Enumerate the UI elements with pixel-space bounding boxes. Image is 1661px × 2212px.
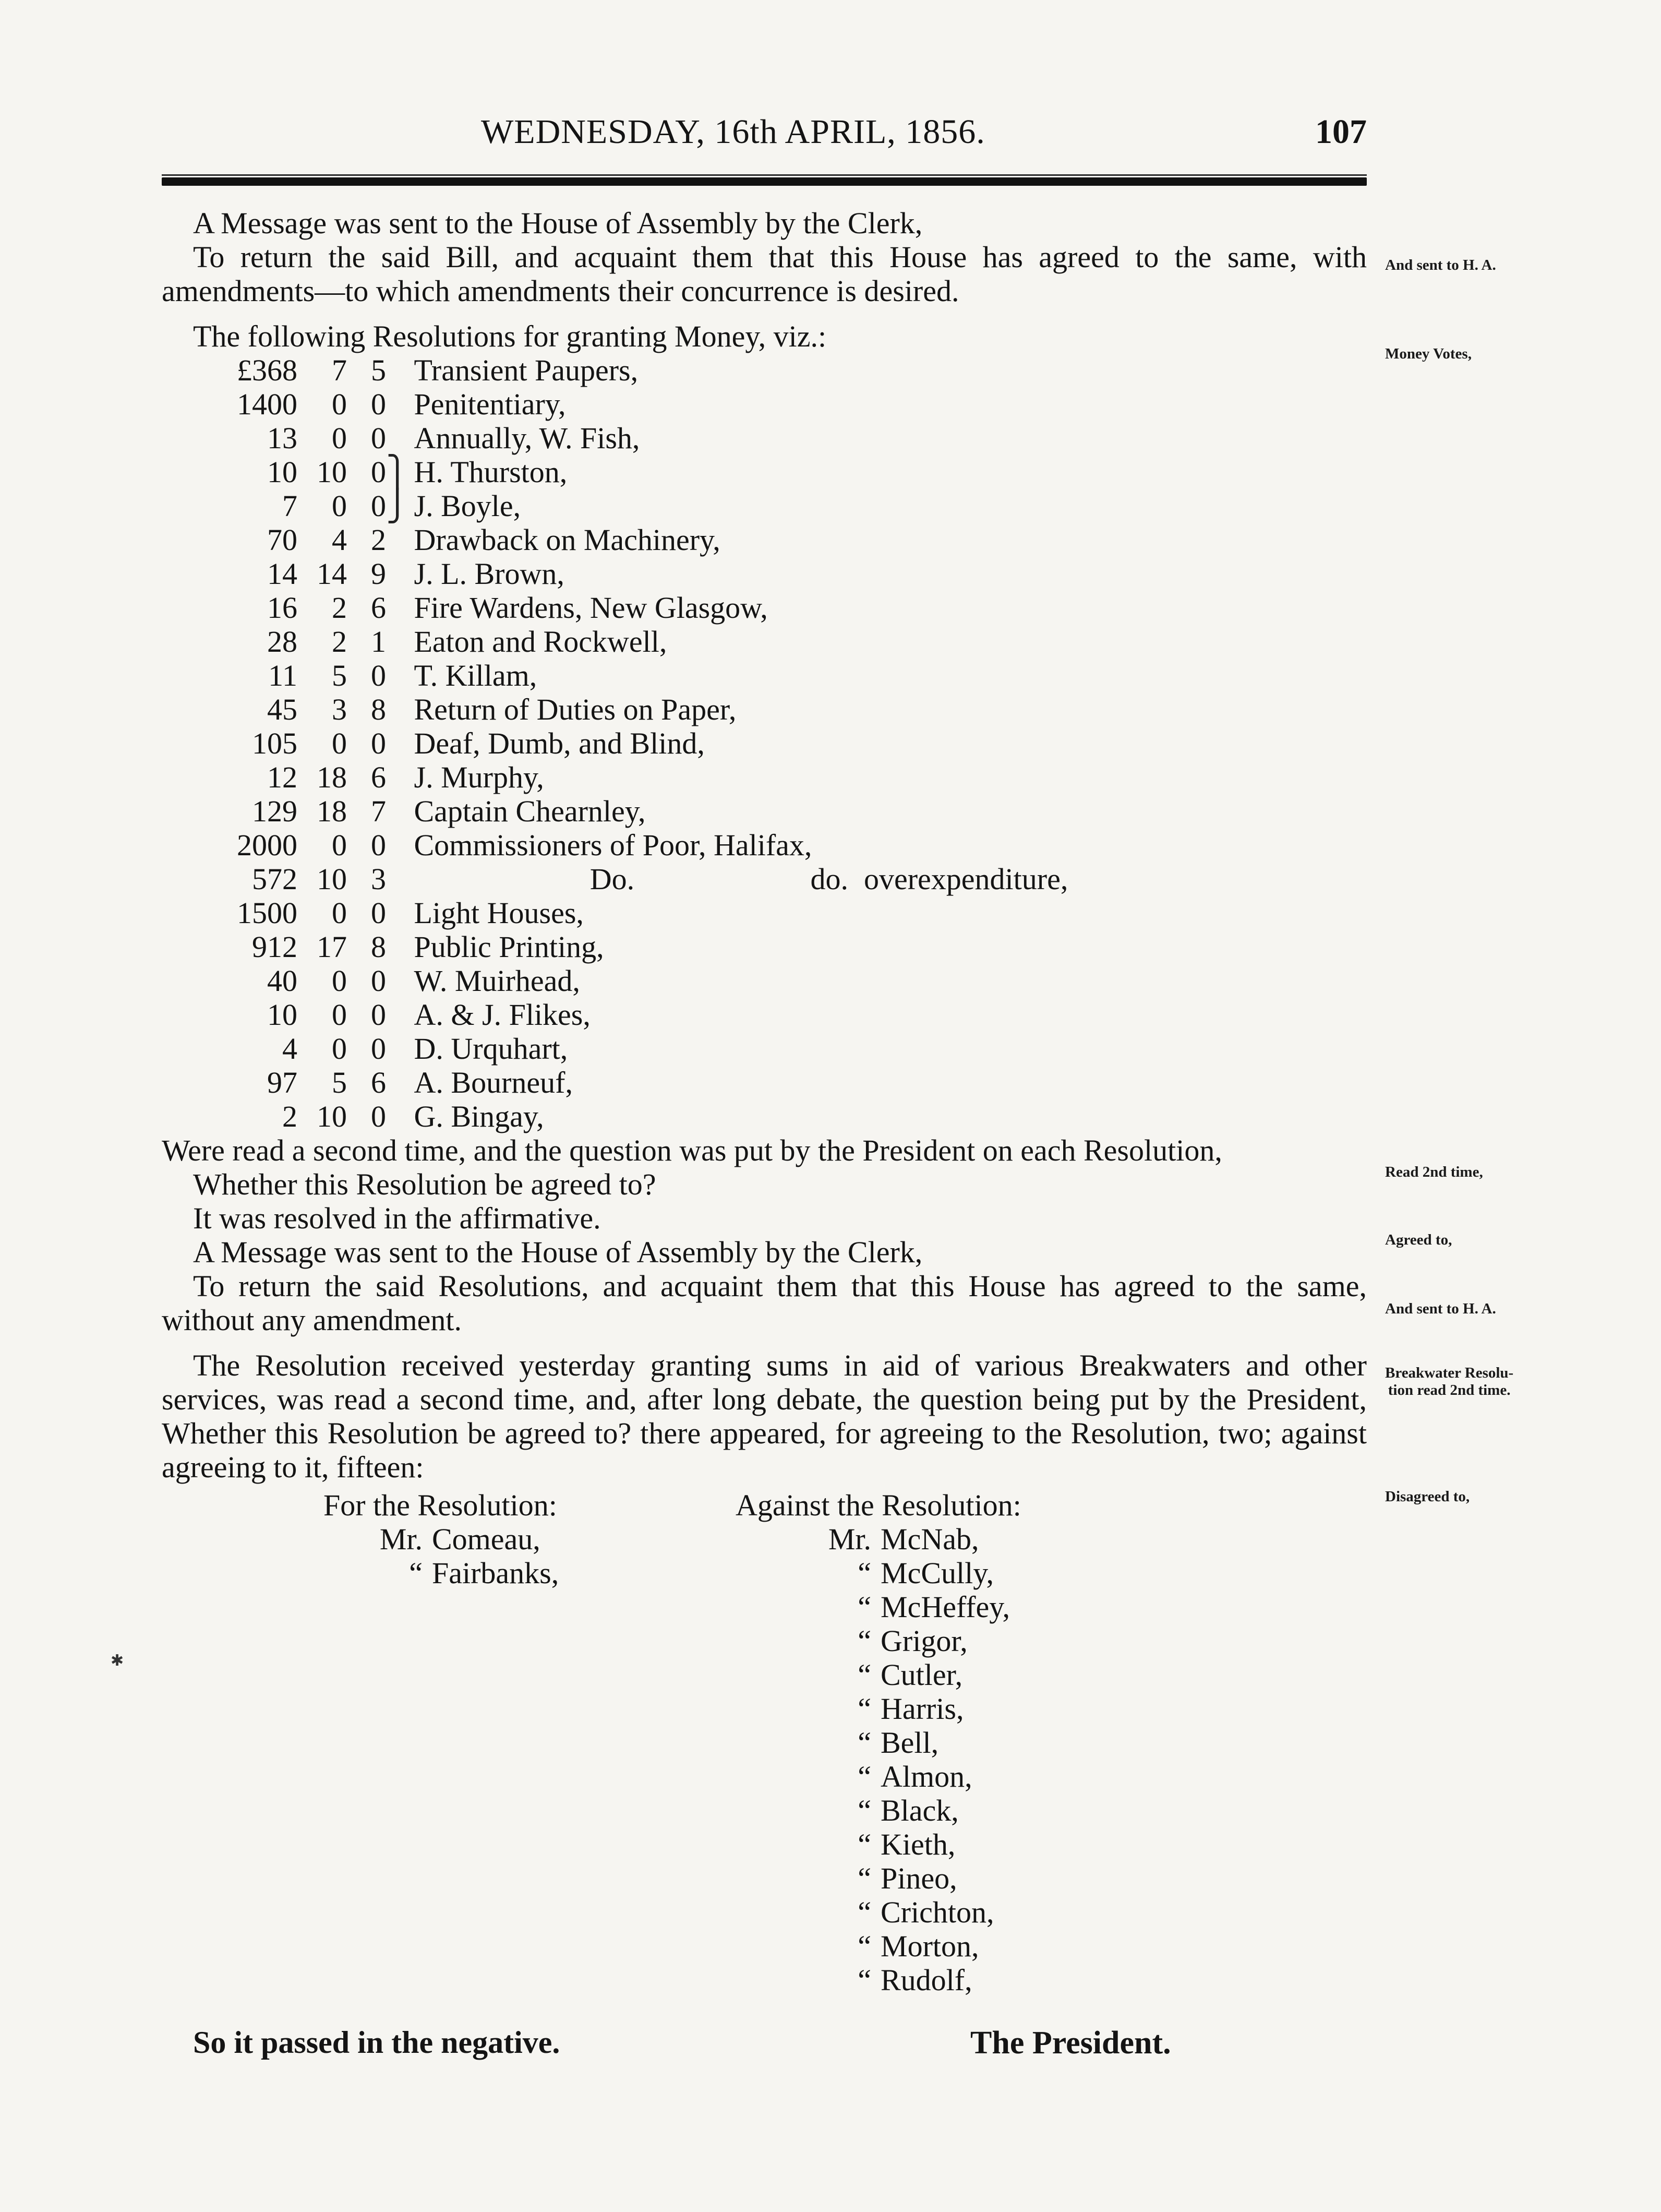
vote-member-prefix: “ bbox=[858, 1895, 871, 1929]
money-vote-description: G. Bingay, bbox=[414, 1099, 544, 1133]
vote-member-name: Comeau, bbox=[432, 1522, 540, 1556]
money-vote-shillings: 0 bbox=[332, 964, 347, 998]
money-vote-description bbox=[409, 862, 1068, 896]
margin-note-money-votes: Money Votes, bbox=[1385, 345, 1472, 362]
vote-member bbox=[360, 1556, 736, 1590]
money-vote-shillings: 18 bbox=[317, 794, 347, 828]
money-vote-row bbox=[203, 760, 1068, 794]
money-vote-pence: 8 bbox=[371, 692, 386, 726]
money-vote-pounds: 572 bbox=[252, 862, 297, 896]
paragraph-conclusion: So it passed in the negative. bbox=[193, 2025, 560, 2060]
money-vote-brace bbox=[386, 557, 409, 591]
vote-member-prefix: “ bbox=[858, 1590, 871, 1624]
margin-note-read-2nd: Read 2nd time, bbox=[1385, 1164, 1483, 1180]
money-vote-row bbox=[203, 523, 1068, 557]
money-vote-shillings: 5 bbox=[332, 659, 347, 692]
margin-note-breakwater-line-1: Breakwater Resolu- bbox=[1385, 1365, 1514, 1381]
margin-note-disagreed: Disagreed to, bbox=[1385, 1488, 1470, 1505]
money-vote-description: Deaf, Dumb, and Blind, bbox=[414, 726, 705, 760]
vote-member-name: Harris, bbox=[881, 1692, 964, 1726]
vote-member-prefix: “ bbox=[858, 1861, 871, 1895]
votes-against-list bbox=[809, 1522, 1021, 1997]
money-vote-brace bbox=[386, 692, 409, 726]
money-vote-row bbox=[203, 862, 1068, 896]
page-number: 107 bbox=[1315, 113, 1367, 151]
money-vote-pence: 0 bbox=[371, 964, 386, 998]
vote-member-prefix: “ bbox=[858, 1963, 871, 1997]
money-vote-row bbox=[203, 1032, 1068, 1066]
paragraph-return-resolutions: To return the said Resolutions, and acquaint them that this House has agreed to the same, without any amendment. bbox=[162, 1269, 1367, 1337]
vote-member bbox=[809, 1963, 1021, 1997]
money-vote-pounds: £368 bbox=[237, 353, 297, 387]
money-vote-shillings: 7 bbox=[332, 353, 347, 387]
money-vote-brace bbox=[386, 1099, 409, 1133]
vote-member bbox=[809, 1726, 1021, 1760]
paragraph-message-1: A Message was sent to the House of Assembly by the Clerk, bbox=[193, 206, 923, 240]
vote-member-name: Cutler, bbox=[881, 1658, 963, 1692]
money-vote-brace bbox=[386, 794, 409, 828]
paragraph-read-second: Were read a second time, and the question was put by the President on each Resolution, bbox=[162, 1133, 1222, 1167]
money-vote-brace bbox=[386, 591, 409, 625]
vote-member bbox=[809, 1827, 1021, 1861]
vote-member-prefix: “ bbox=[858, 1658, 871, 1692]
margin-note-sent-1: And sent to H. A. bbox=[1385, 257, 1496, 273]
paragraph-resolutions-intro: The following Resolutions for granting Money, viz.: bbox=[193, 319, 827, 353]
money-vote-pence: 0 bbox=[371, 726, 386, 760]
paragraph-return-bill: To return the said Bill, and acquaint them that this House has agreed to the same, with amendments—to which amendments their concurrence is desired. bbox=[162, 240, 1367, 308]
money-vote-brace bbox=[386, 523, 409, 557]
vote-member bbox=[809, 1895, 1021, 1929]
money-vote-row bbox=[203, 591, 1068, 625]
money-vote-row bbox=[203, 421, 1068, 455]
money-vote-pounds: 2000 bbox=[237, 828, 297, 862]
division-list bbox=[162, 1488, 1367, 1997]
money-vote-description: D. Urquhart, bbox=[414, 1032, 568, 1066]
money-vote-pence: 0 bbox=[371, 455, 386, 489]
money-vote-brace bbox=[386, 1066, 409, 1099]
money-vote-description: J. Murphy, bbox=[414, 760, 544, 794]
money-vote-shillings: 0 bbox=[332, 998, 347, 1032]
money-vote-brace bbox=[386, 625, 409, 659]
money-vote-pounds: 12 bbox=[267, 760, 297, 794]
money-vote-brace: ⎫ bbox=[386, 455, 409, 489]
money-vote-pence: 0 bbox=[371, 896, 386, 930]
votes-for-column bbox=[162, 1488, 736, 1997]
vote-member-name: McCully, bbox=[881, 1556, 994, 1590]
money-vote-shillings: 10 bbox=[317, 862, 347, 896]
vote-member-prefix: Mr. bbox=[828, 1522, 871, 1556]
money-vote-pounds: 13 bbox=[267, 421, 297, 455]
vote-member bbox=[809, 1929, 1021, 1963]
vote-member-prefix: “ bbox=[858, 1827, 871, 1861]
vote-member-prefix: “ bbox=[858, 1760, 871, 1793]
margin-note-breakwater-line-2: tion read 2nd time. bbox=[1388, 1382, 1511, 1398]
money-vote-brace bbox=[386, 726, 409, 760]
money-vote-pounds: 912 bbox=[252, 930, 297, 964]
money-vote-row bbox=[203, 692, 1068, 726]
margin-note-sent-2: And sent to H. A. bbox=[1385, 1300, 1496, 1317]
money-vote-row bbox=[203, 659, 1068, 692]
money-vote-row bbox=[203, 489, 1068, 523]
money-vote-shillings: 10 bbox=[317, 1099, 347, 1133]
money-vote-description: H. Thurston, bbox=[414, 455, 568, 489]
money-vote-pence: 0 bbox=[371, 659, 386, 692]
money-vote-shillings: 2 bbox=[332, 591, 347, 625]
money-vote-row bbox=[203, 625, 1068, 659]
money-vote-description: Drawback on Machinery, bbox=[414, 523, 720, 557]
money-vote-brace bbox=[386, 353, 409, 387]
vote-member-prefix: “ bbox=[858, 1793, 871, 1827]
money-vote-shillings: 0 bbox=[332, 489, 347, 523]
money-vote-brace bbox=[386, 659, 409, 692]
vote-member-name: McHeffey, bbox=[881, 1590, 1010, 1624]
money-vote-shillings: 2 bbox=[332, 625, 347, 659]
money-vote-pounds: 14 bbox=[267, 557, 297, 591]
vote-member bbox=[809, 1658, 1021, 1692]
money-vote-shillings: 5 bbox=[332, 1066, 347, 1099]
vote-member-prefix: “ bbox=[858, 1929, 871, 1963]
vote-member-prefix: “ bbox=[858, 1692, 871, 1726]
money-vote-description: Captain Chearnley, bbox=[414, 794, 646, 828]
money-vote-brace bbox=[386, 421, 409, 455]
money-vote-brace bbox=[386, 930, 409, 964]
money-vote-pence: 2 bbox=[371, 523, 386, 557]
money-vote-row bbox=[203, 387, 1068, 421]
vote-member-name: Almon, bbox=[881, 1760, 972, 1793]
vote-member-name: McNab, bbox=[881, 1522, 979, 1556]
money-vote-brace bbox=[386, 828, 409, 862]
money-vote-pounds: 28 bbox=[267, 625, 297, 659]
votes-for-heading: For the Resolution: bbox=[323, 1488, 557, 1522]
vote-president: The President. bbox=[970, 2025, 1171, 2061]
margin-note-agreed: Agreed to, bbox=[1385, 1231, 1452, 1248]
money-vote-description: J. Boyle, bbox=[414, 489, 521, 523]
money-vote-pounds: 45 bbox=[267, 692, 297, 726]
money-vote-pounds: 129 bbox=[252, 794, 297, 828]
money-vote-shillings: 0 bbox=[332, 828, 347, 862]
money-vote-shillings: 10 bbox=[317, 455, 347, 489]
money-vote-row bbox=[203, 455, 1068, 489]
vote-member-name: Bell, bbox=[881, 1726, 939, 1760]
money-vote-pounds: 7 bbox=[282, 489, 297, 523]
vote-member bbox=[809, 1760, 1021, 1793]
money-vote-pounds: 10 bbox=[267, 455, 297, 489]
vote-member bbox=[360, 1522, 736, 1556]
money-vote-shillings: 0 bbox=[332, 387, 347, 421]
vote-member-prefix: Mr. bbox=[379, 1522, 423, 1556]
money-vote-pence: 0 bbox=[371, 998, 386, 1032]
money-vote-pence: 3 bbox=[371, 862, 386, 896]
money-vote-pounds: 40 bbox=[267, 964, 297, 998]
vote-member-name: Morton, bbox=[881, 1929, 979, 1963]
money-vote-description: Penitentiary, bbox=[414, 387, 566, 421]
money-vote-ditto: do. bbox=[810, 862, 848, 896]
money-vote-description: J. L. Brown, bbox=[414, 557, 564, 591]
votes-against-column bbox=[736, 1488, 1021, 1997]
money-vote-shillings: 0 bbox=[332, 1032, 347, 1066]
money-vote-row bbox=[203, 828, 1068, 862]
money-vote-pounds: 4 bbox=[282, 1032, 297, 1066]
vote-member bbox=[809, 1590, 1021, 1624]
money-vote-pence: 6 bbox=[371, 760, 386, 794]
money-vote-ditto-rest: overexpenditure, bbox=[864, 862, 1068, 896]
money-vote-pence: 0 bbox=[371, 828, 386, 862]
money-vote-description: Eaton and Rockwell, bbox=[414, 625, 667, 659]
money-vote-row bbox=[203, 1066, 1068, 1099]
money-vote-description: A. Bourneuf, bbox=[414, 1066, 573, 1099]
margin-note-breakwater bbox=[1385, 1365, 1513, 1399]
money-vote-shillings: 0 bbox=[332, 421, 347, 455]
money-vote-pounds: 10 bbox=[267, 998, 297, 1032]
money-vote-brace: ⎭ bbox=[386, 489, 409, 523]
money-vote-brace bbox=[386, 1032, 409, 1066]
money-vote-pence: 0 bbox=[371, 387, 386, 421]
money-vote-shillings: 3 bbox=[332, 692, 347, 726]
money-vote-row bbox=[203, 794, 1068, 828]
page-title: WEDNESDAY, 16th APRIL, 1856. bbox=[481, 113, 985, 151]
money-vote-row bbox=[203, 964, 1068, 998]
vote-member bbox=[809, 1624, 1021, 1658]
money-vote-pence: 6 bbox=[371, 1066, 386, 1099]
money-vote-brace bbox=[386, 387, 409, 421]
money-vote-pence: 6 bbox=[371, 591, 386, 625]
paragraph-message-2: A Message was sent to the House of Assembly by the Clerk, bbox=[193, 1235, 923, 1269]
money-vote-pence: 0 bbox=[371, 489, 386, 523]
vote-member-prefix: “ bbox=[858, 1556, 871, 1590]
money-vote-description: T. Killam, bbox=[414, 659, 537, 692]
money-vote-pence: 5 bbox=[371, 353, 386, 387]
money-vote-pence: 8 bbox=[371, 930, 386, 964]
vote-member-prefix: “ bbox=[409, 1556, 423, 1590]
money-vote-shillings: 0 bbox=[332, 896, 347, 930]
vote-member bbox=[809, 1861, 1021, 1895]
money-vote-pounds: 70 bbox=[267, 523, 297, 557]
vote-member bbox=[809, 1793, 1021, 1827]
money-vote-brace bbox=[386, 964, 409, 998]
money-vote-description: W. Muirhead, bbox=[414, 964, 580, 998]
money-vote-ditto: Do. bbox=[589, 862, 635, 896]
vote-member bbox=[809, 1556, 1021, 1590]
money-vote-description: Light Houses, bbox=[414, 896, 584, 930]
money-vote-description: Transient Paupers, bbox=[414, 353, 639, 387]
money-vote-row bbox=[203, 998, 1068, 1032]
money-vote-description: Public Printing, bbox=[414, 930, 604, 964]
money-vote-pence: 0 bbox=[371, 1099, 386, 1133]
money-vote-pounds: 16 bbox=[267, 591, 297, 625]
money-vote-brace bbox=[386, 896, 409, 930]
money-vote-row bbox=[203, 1099, 1068, 1133]
vote-member-prefix: “ bbox=[858, 1624, 871, 1658]
money-vote-brace bbox=[386, 760, 409, 794]
vote-member bbox=[809, 1522, 1021, 1556]
page-header bbox=[162, 112, 1367, 159]
money-vote-pounds: 105 bbox=[252, 726, 297, 760]
paragraph-affirmative: It was resolved in the affirmative. bbox=[193, 1201, 601, 1235]
money-votes-table bbox=[203, 353, 1068, 1133]
money-vote-row bbox=[203, 896, 1068, 930]
money-vote-pounds: 2 bbox=[282, 1099, 297, 1133]
print-speck-mark: ✱ bbox=[111, 1652, 124, 1669]
vote-member-prefix: “ bbox=[858, 1726, 871, 1760]
money-vote-description: Commissioners of Poor, Halifax, bbox=[414, 828, 812, 862]
money-vote-pence: 9 bbox=[371, 557, 386, 591]
money-vote-pounds: 97 bbox=[267, 1066, 297, 1099]
vote-member-name: Fairbanks, bbox=[432, 1556, 559, 1590]
money-vote-description: Annually, W. Fish, bbox=[414, 421, 640, 455]
vote-member-name: Kieth, bbox=[881, 1827, 956, 1861]
money-vote-row bbox=[203, 726, 1068, 760]
money-vote-description: Fire Wardens, New Glasgow, bbox=[414, 591, 768, 625]
vote-member-name: Pineo, bbox=[881, 1861, 957, 1895]
paragraph-whether: Whether this Resolution be agreed to? bbox=[193, 1167, 656, 1201]
vote-member-name: Black, bbox=[881, 1793, 959, 1827]
money-vote-row bbox=[203, 353, 1068, 387]
money-vote-description: Return of Duties on Paper, bbox=[414, 692, 737, 726]
money-vote-brace bbox=[386, 998, 409, 1032]
votes-for-list bbox=[360, 1522, 736, 1590]
money-vote-row bbox=[203, 930, 1068, 964]
money-vote-pence: 0 bbox=[371, 1032, 386, 1066]
money-vote-shillings: 4 bbox=[332, 523, 347, 557]
money-vote-description: A. & J. Flikes, bbox=[414, 998, 591, 1032]
vote-member-name: Rudolf, bbox=[881, 1963, 972, 1997]
header-rule-thin bbox=[162, 174, 1367, 176]
money-vote-pence: 0 bbox=[371, 421, 386, 455]
money-vote-shillings: 14 bbox=[317, 557, 347, 591]
votes-against-heading: Against the Resolution: bbox=[736, 1488, 1021, 1522]
money-vote-pence: 7 bbox=[371, 794, 386, 828]
paragraph-breakwater: The Resolution received yesterday granting sums in aid of various Breakwaters and other services, was read a second time, and, after long debate, the question being put by the President, Whether this Resolution be agreed to? there appeared, for agreeing to the Resolution, two; against agreeing to it, fifteen: bbox=[162, 1348, 1367, 1484]
money-vote-brace bbox=[386, 862, 409, 896]
page-body bbox=[162, 206, 1367, 1997]
vote-member-name: Grigor, bbox=[881, 1624, 968, 1658]
money-vote-shillings: 0 bbox=[332, 726, 347, 760]
money-vote-shillings: 17 bbox=[317, 930, 347, 964]
money-vote-pence: 1 bbox=[371, 625, 386, 659]
money-vote-shillings: 18 bbox=[317, 760, 347, 794]
money-vote-row bbox=[203, 557, 1068, 591]
vote-member bbox=[809, 1692, 1021, 1726]
header-rule bbox=[162, 177, 1367, 186]
money-vote-pounds: 1500 bbox=[237, 896, 297, 930]
money-vote-pounds: 11 bbox=[268, 659, 297, 692]
money-vote-pounds: 1400 bbox=[237, 387, 297, 421]
vote-member-name: Crichton, bbox=[881, 1895, 994, 1929]
